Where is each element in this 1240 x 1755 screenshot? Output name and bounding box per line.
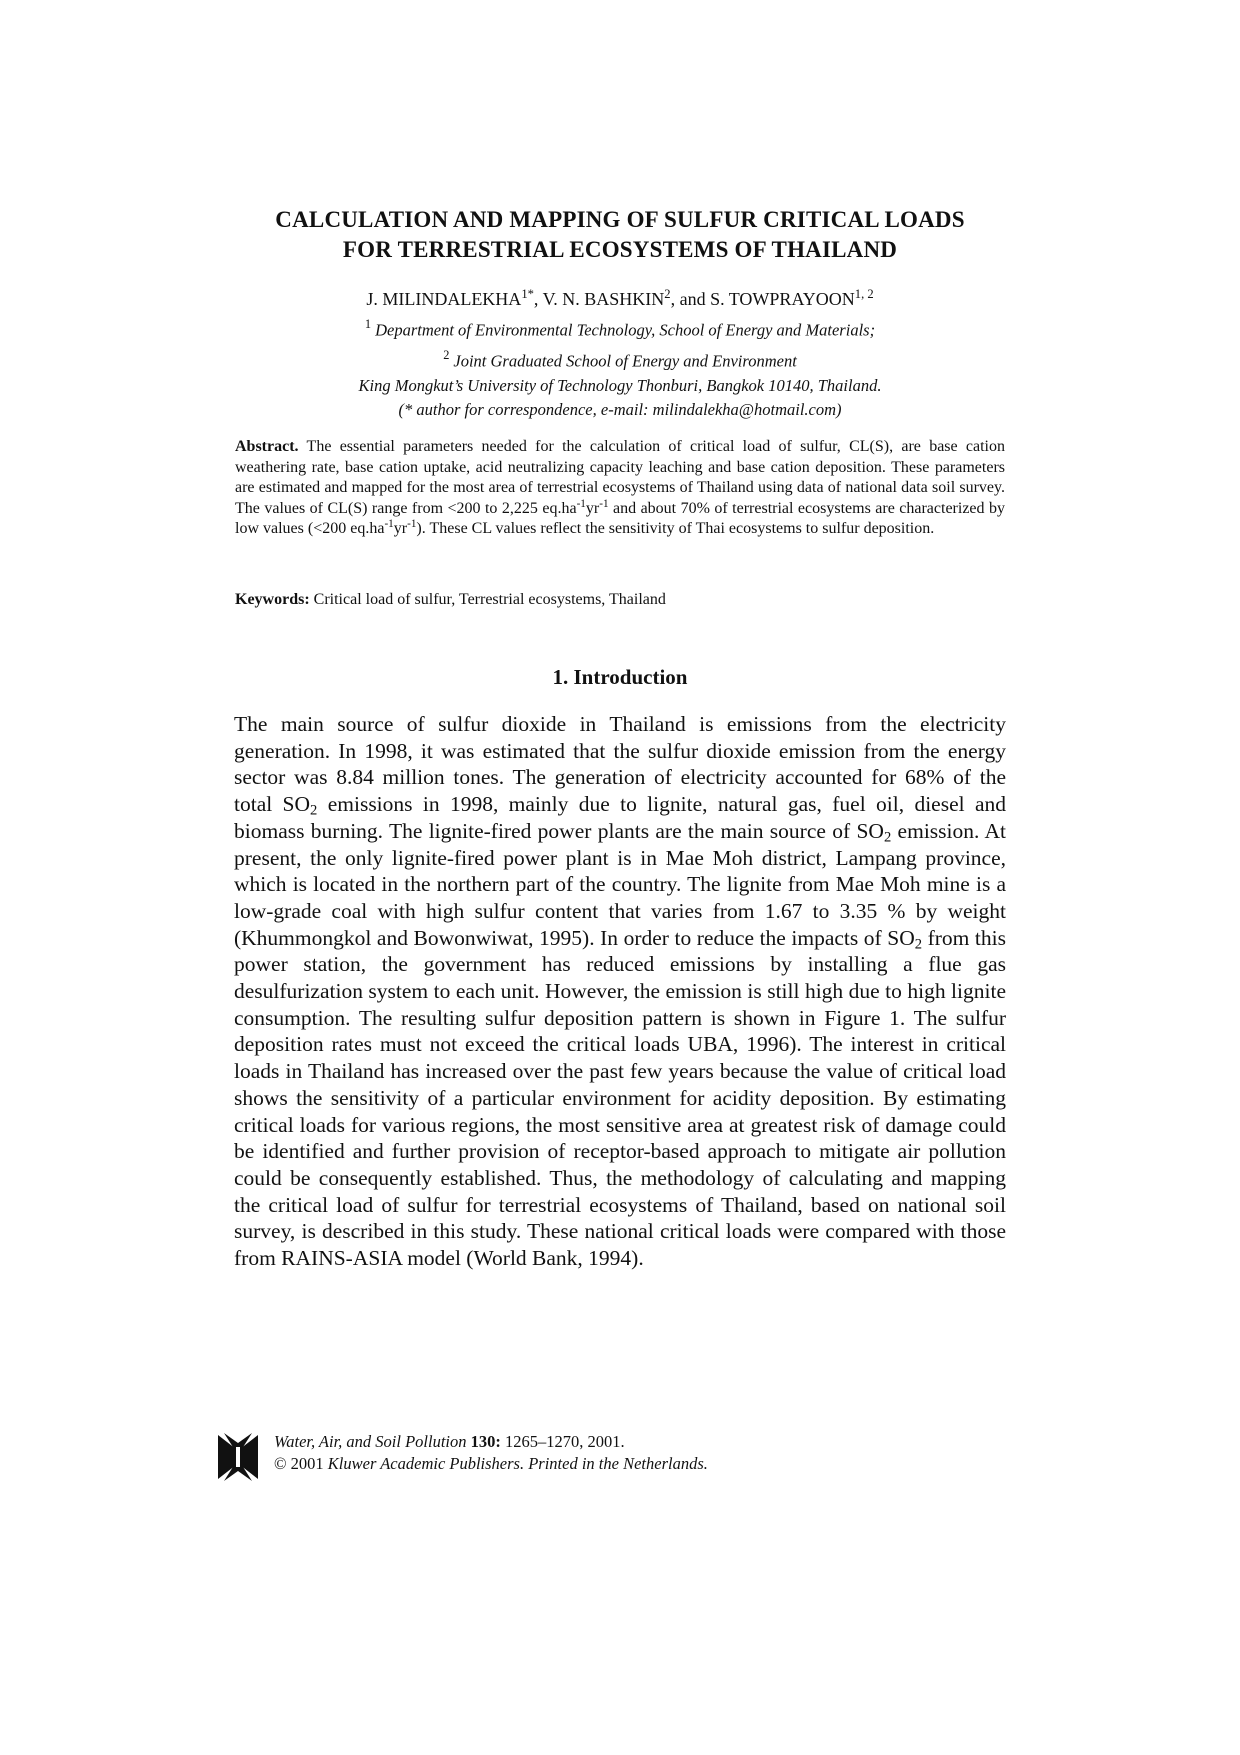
keywords xyxy=(235,590,1005,610)
body-text-1: The main source of sulfur dioxide in Thailand is emissions from the electricity generation. In 1998, it was estimated that the sulfur dioxide emission from the energy sector was 8.84 million tones. The generation of electricity accounted for 68% of the total SO xyxy=(234,712,1006,817)
affiliation-2-text: Joint Graduated School of Energy and Environment xyxy=(453,351,797,371)
abstract-sup-2: -1 xyxy=(599,497,609,510)
journal-pages-year: 1265–1270, 2001. xyxy=(505,1432,625,1451)
affiliation-1 xyxy=(150,312,1090,343)
correspondence-note: (* author for correspondence, e-mail: milindalekha@hotmail.com) xyxy=(398,400,842,420)
paper-title xyxy=(150,205,1090,265)
abstract-sup-1: -1 xyxy=(576,497,586,510)
abstract-sup-3: -1 xyxy=(384,517,394,530)
keywords-label: Keywords: xyxy=(235,591,310,608)
abstract xyxy=(235,437,1005,540)
body-sub-1: 2 xyxy=(310,802,318,819)
journal-citation xyxy=(274,1431,708,1475)
journal-volume: 130: xyxy=(470,1432,501,1451)
abstract-text-2: yr xyxy=(585,499,600,517)
abstract-sup-4: -1 xyxy=(407,517,417,530)
author-3-affiliation-mark: 1, 2 xyxy=(854,287,874,302)
author-list: J. $MILINDALEKHA^{1*}$, V. N. BASHKIN$^2$, and S. TOWPRAYOON$^{1, 2}$ xyxy=(366,287,874,309)
journal-footer xyxy=(216,1431,916,1481)
body-text-3: emission. At present, the only lignite-fired power plant is in Mae Moh district, Lampang province, which is located in the northern part of the country. The lignite from Mae Moh mine is a low-grade coal with high sulfur content that varies from 1.67 to 3.35 % by weight (Khummongkol and Bowonwiwat, 1995). In order to reduce the impacts of SO xyxy=(234,818,1007,950)
abstract-text-4: yr xyxy=(393,520,408,537)
abstract-text-5: ). These CL values reflect the sensitivity of Thai ecosystems to sulfur deposition. xyxy=(416,520,935,537)
keywords-text: Critical load of sulfur, Terrestrial ecosystems, Thailand xyxy=(313,591,666,608)
title-line-2: FOR TERRESTRIAL ECOSYSTEMS OF THAILAND xyxy=(342,237,898,262)
body-sub-2: 2 xyxy=(883,829,892,846)
copyright: © 2001 xyxy=(274,1454,324,1473)
body-text-2: emissions in 1998, mainly due to lignite, natural gas, fuel oil, diesel and biomass burning. The lignite-fired power plants are the main source of SO xyxy=(234,792,1006,843)
institution: King Mongkut’s University of Technology Thonburi, Bangkok 10140, Thailand. xyxy=(358,375,882,395)
journal-name: Water, Air, and Soil Pollution xyxy=(274,1432,467,1451)
abstract-text-1: The essential parameters needed for the calculation of critical load of sulfur, CL(S), are base cation weathering rate, base cation uptake, acid neutralizing capacity leaching and base cation deposition. These parameters are estimated and mapped for the most area of terrestrial ecosystems of Thailand using data of national data soil survey. The values of CL(S) range from <200 to 2,225 eq.ha xyxy=(235,438,1005,517)
author-3: S. TOWPRAYOON xyxy=(710,289,855,309)
abstract-label: Abstract. xyxy=(235,438,299,455)
abstract-text-3: and about 70% of terrestrial ecosystems are characterized by low values (<200 eq.ha xyxy=(235,499,1005,537)
body-sub-3: 2 xyxy=(914,936,923,953)
author-2-affiliation-mark: 2 xyxy=(664,287,671,302)
title-line-1: CALCULATION AND MAPPING OF SULFUR CRITICAL LOADS xyxy=(275,207,965,232)
affiliations xyxy=(150,312,1090,423)
journal-line-1 xyxy=(274,1431,708,1453)
publisher-logo-icon xyxy=(216,1433,260,1481)
affiliation-2-number: 2 xyxy=(443,347,450,362)
introduction-paragraph xyxy=(234,711,1006,1272)
author-2: V. N. BASHKIN xyxy=(542,289,665,309)
author-1-affiliation-mark: 1* xyxy=(521,287,534,302)
affiliation-1-text: Department of Environmental Technology, School of Energy and Materials; xyxy=(375,320,876,340)
author-conjunction: and xyxy=(679,289,706,309)
affiliation-2 xyxy=(150,343,1090,374)
affiliation-1-number: 1 xyxy=(364,317,372,331)
body-text-4: from this power station, the government has reduced emissions by installing a flue gas desulfurization system to each unit. However, the emission is still high due to high lignite consumption. The resulting sulfur deposition pattern is shown in Figure 1. The sulfur deposition rates must not exceed the critical loads UBA, 1996). The interest in critical loads in Thailand has increased over the past few years because the value of critical load shows the sensitivity of a particular environment for acidity deposition. By estimating critical loads for various regions, the most sensitive area at greatest risk of damage could be identified and further provision of receptor-based approach to mitigate air pollution could be consequently established. Thus, the methodology of calculating and mapping the critical load of sulfur for terrestrial ecosystems of Thailand, based on national soil survey, is described in this study. These national critical loads were compared with those from RAINS-ASIA model (World Bank, 1994). xyxy=(234,925,1006,1271)
section-heading: 1. Introduction xyxy=(552,665,688,689)
author-1: J. MILINDALEKHA xyxy=(366,289,522,309)
publisher: Kluwer Academic Publishers. Printed in the Netherlands. xyxy=(327,1454,708,1473)
journal-line-2 xyxy=(274,1453,708,1475)
